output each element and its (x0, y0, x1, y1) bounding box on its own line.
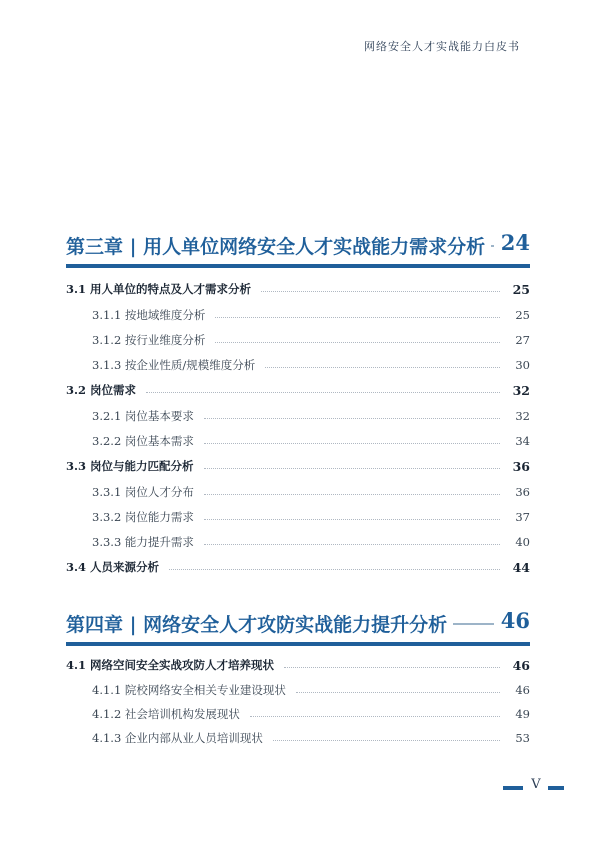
toc-entry-page: 44 (512, 559, 530, 575)
toc-dot-leader (296, 692, 500, 693)
toc-entry-page: 34 (515, 434, 530, 448)
chapter-3-heading[interactable] (66, 228, 530, 268)
toc-entry[interactable] (66, 704, 530, 724)
toc-entry[interactable] (66, 728, 530, 748)
toc-dot-leader (169, 569, 500, 570)
toc-dot-leader (204, 544, 500, 545)
toc-entry[interactable] (66, 431, 530, 451)
toc-entry-label: 4.1 网络空间安全实战攻防人才培养现状 (66, 658, 275, 672)
toc-entry-label: 3.2.2 岗位基本需求 (92, 434, 194, 448)
toc-dot-leader (265, 367, 500, 368)
toc-entry[interactable] (66, 507, 530, 527)
toc-entry-label: 3.4 人员来源分析 (66, 560, 160, 574)
toc-dot-leader (146, 392, 500, 393)
toc-entry-page: 46 (515, 683, 530, 697)
toc-entry[interactable] (66, 305, 530, 325)
toc-entry-label: 3.1 用人单位的特点及人才需求分析 (66, 282, 252, 296)
toc-dot-leader (273, 740, 500, 741)
toc-entry-page: 30 (515, 358, 530, 372)
toc-dot-leader (215, 317, 500, 318)
toc-entry[interactable] (66, 680, 530, 700)
toc-entry-page: 36 (515, 485, 530, 499)
toc-entry-label: 3.1.2 按行业维度分析 (92, 333, 206, 347)
toc-dot-leader (261, 291, 500, 292)
chapter-title: 第三章 | 用人单位网络安全人才实战能力需求分析 (66, 232, 491, 259)
chapter-page-number: 24 (495, 230, 530, 255)
toc-entry[interactable] (66, 355, 530, 375)
toc-entry[interactable] (66, 482, 530, 502)
toc-entry-label: 3.2 岗位需求 (66, 383, 137, 397)
toc-dot-leader (204, 418, 500, 419)
toc-entry[interactable] (66, 532, 530, 552)
toc-entry-page: 25 (512, 281, 530, 297)
toc-entry[interactable] (66, 279, 530, 299)
toc-entry-label: 3.1.1 按地域维度分析 (92, 308, 206, 322)
chapter-page-number: 46 (495, 608, 530, 633)
toc-entry-label: 4.1.1 院校网络安全相关专业建设现状 (92, 683, 286, 697)
toc-dot-leader (250, 716, 500, 717)
toc-entry-page: 49 (515, 707, 530, 721)
toc-entry-label: 3.1.3 按企业性质/规模维度分析 (92, 358, 256, 372)
toc-dot-leader (215, 342, 500, 343)
chapter-underline (66, 642, 530, 646)
toc-entry[interactable] (66, 655, 530, 675)
toc-entry-page: 32 (512, 382, 530, 398)
toc-entry-label: 3.3 岗位与能力匹配分析 (66, 459, 194, 473)
toc-entry-label: 3.2.1 岗位基本要求 (92, 409, 194, 423)
toc-entry-label: 4.1.2 社会培训机构发展现状 (92, 707, 240, 721)
toc-entry-page: 25 (515, 308, 530, 322)
toc-entry-page: 40 (515, 535, 530, 549)
chapter-4-heading[interactable] (66, 606, 530, 646)
toc-entry-page: 36 (512, 458, 530, 474)
toc-entry-label: 3.3.1 岗位人才分布 (92, 485, 194, 499)
chapter-underline (66, 264, 530, 268)
footer-bar-right (548, 786, 564, 790)
toc-entry[interactable] (66, 330, 530, 350)
toc-entry-label: 3.3.3 能力提升需求 (92, 535, 194, 549)
toc-entry[interactable] (66, 380, 530, 400)
toc-entry[interactable] (66, 557, 530, 577)
toc-entry-page: 32 (515, 409, 530, 423)
toc-entry-page: 53 (515, 731, 530, 745)
toc-entry-page: 37 (515, 510, 530, 524)
toc-dot-leader (284, 667, 500, 668)
toc-dot-leader (204, 519, 500, 520)
toc-dot-leader (204, 468, 500, 469)
toc-dot-leader (204, 443, 500, 444)
toc-dot-leader (204, 494, 500, 495)
footer-bar-left (503, 786, 523, 790)
chapter-title: 第四章 | 网络安全人才攻防实战能力提升分析 (66, 610, 453, 637)
toc-entry-label: 4.1.3 企业内部从业人员培训现状 (92, 731, 263, 745)
toc-entry[interactable] (66, 406, 530, 426)
footer-page-number: V (531, 777, 541, 792)
toc-entry-page: 27 (515, 333, 530, 347)
toc-entry[interactable] (66, 456, 530, 476)
toc-entry-label: 3.3.2 岗位能力需求 (92, 510, 194, 524)
toc-entry-page: 46 (512, 657, 530, 673)
header-title: 网络安全人才实战能力白皮书 (364, 40, 520, 53)
